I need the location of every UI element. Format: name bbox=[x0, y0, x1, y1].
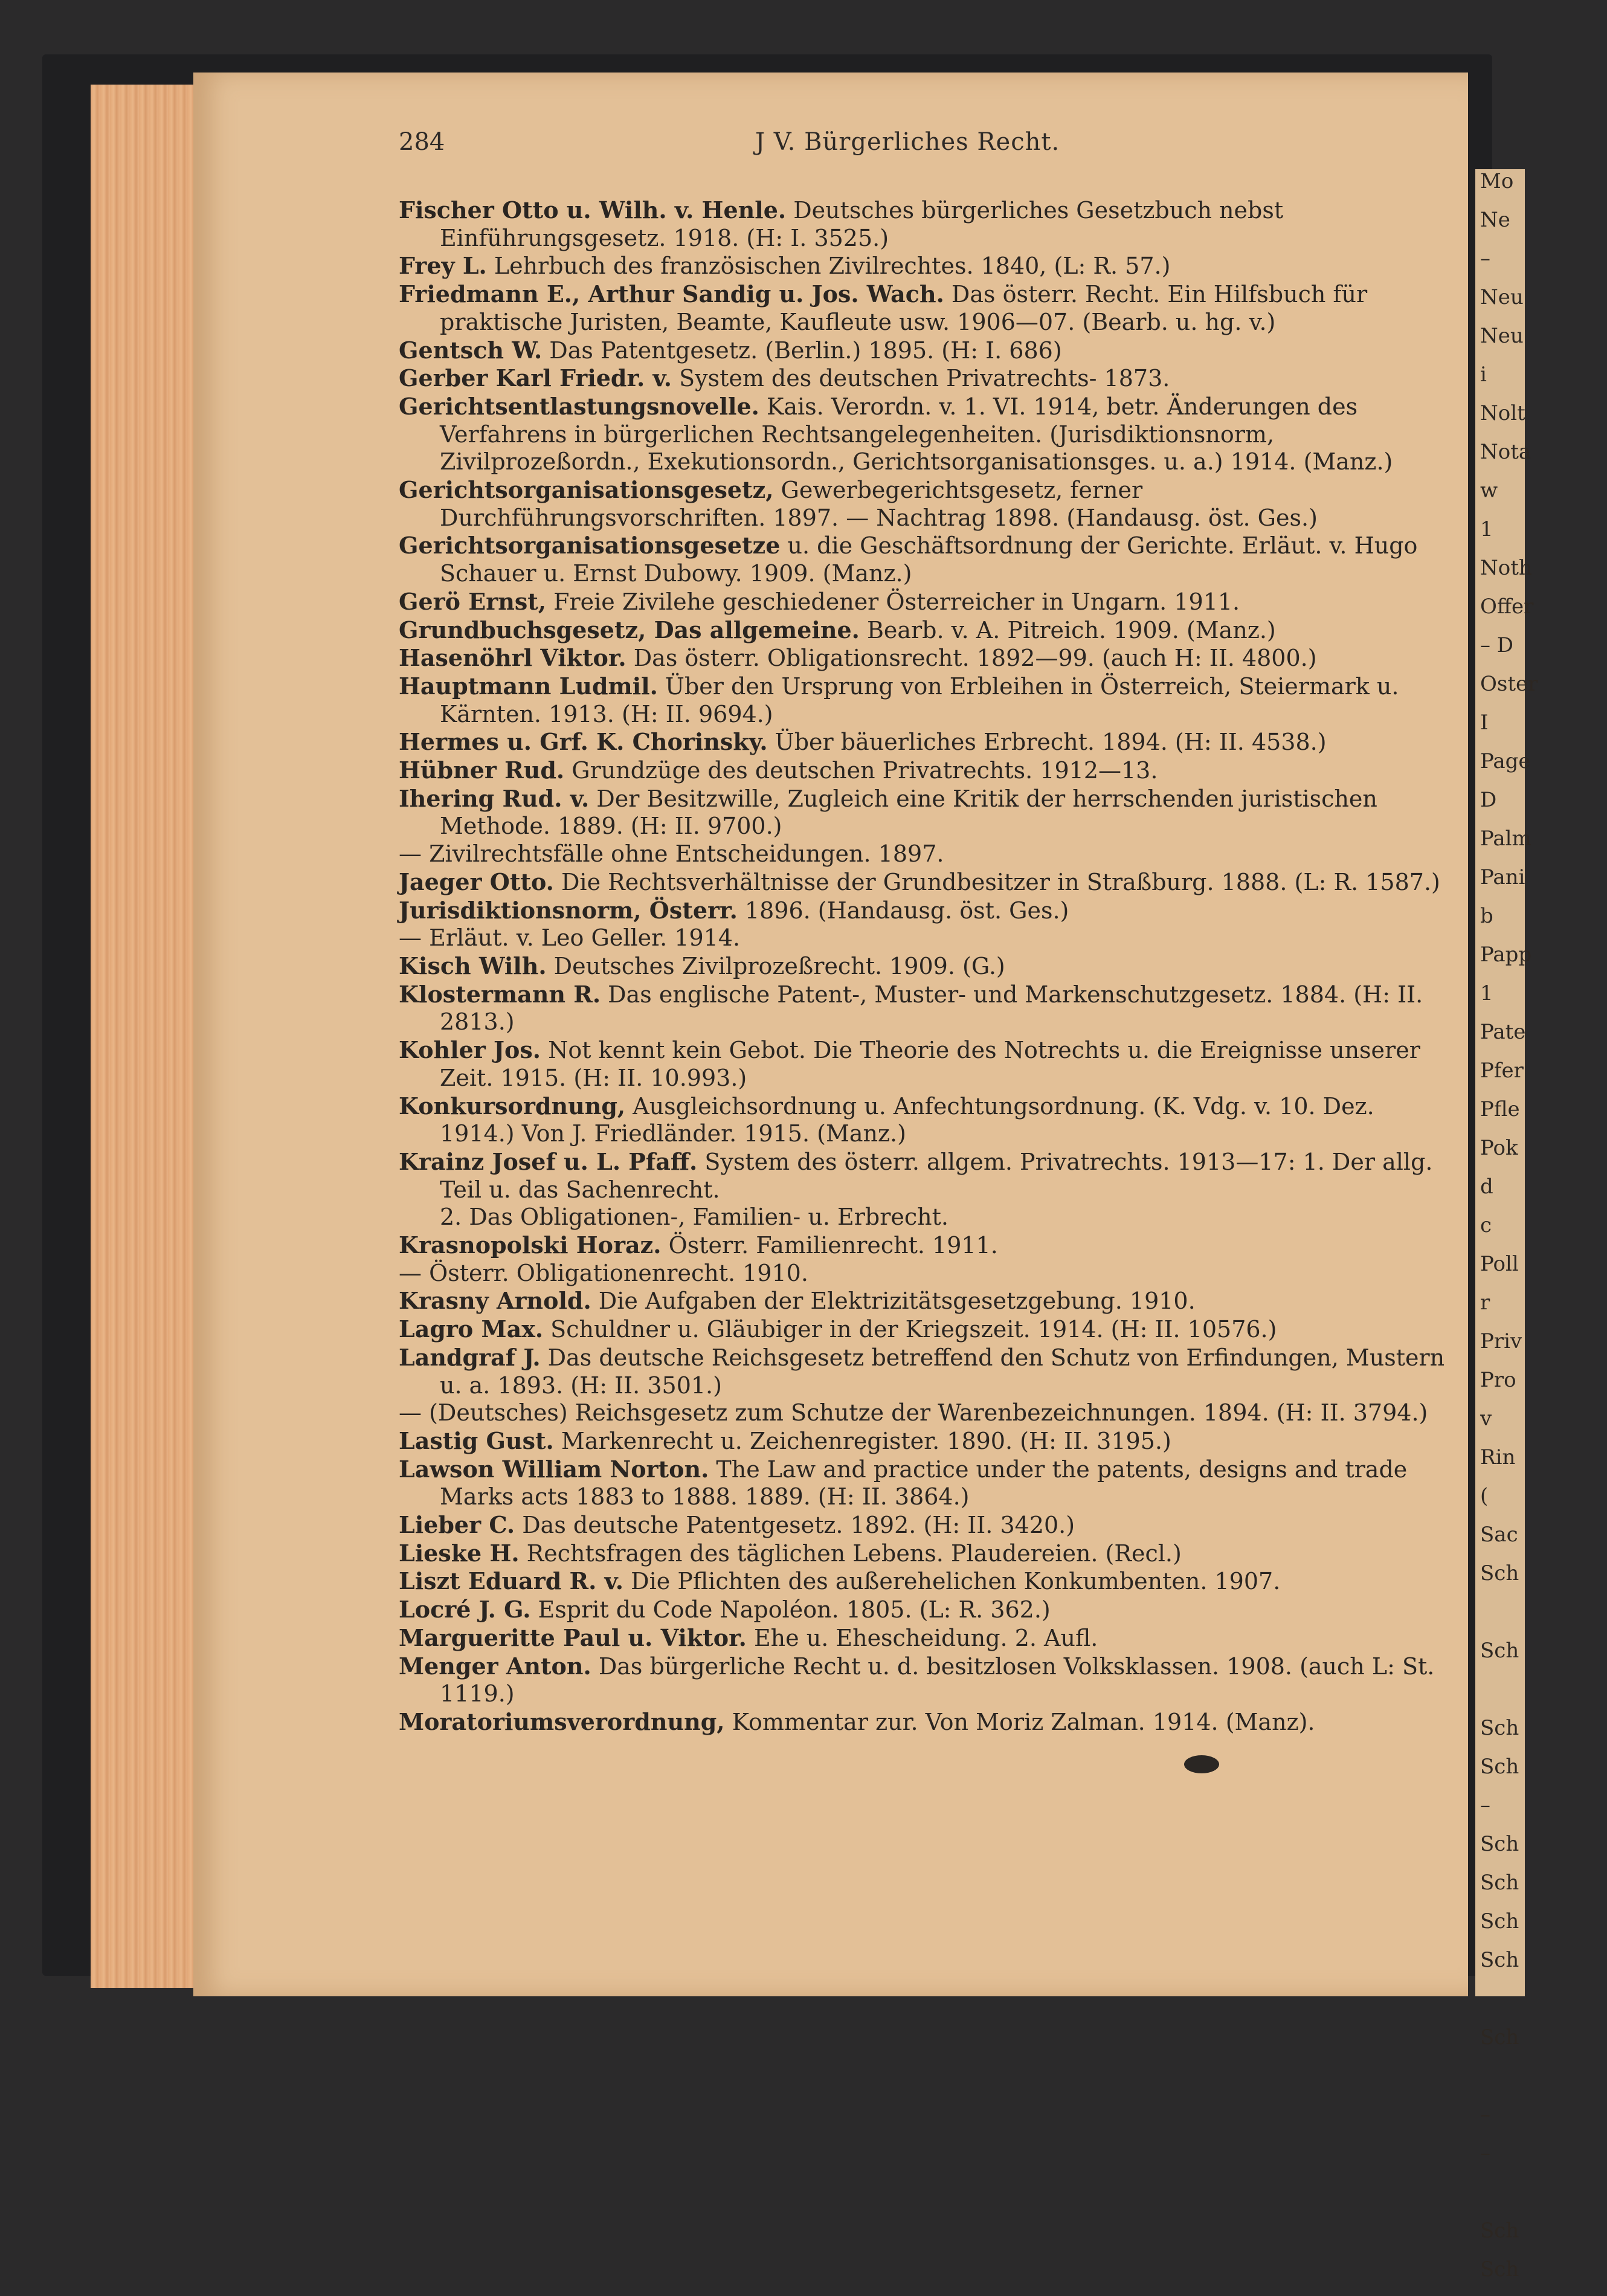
margin-fragment bbox=[1475, 1600, 1525, 1639]
entry-author: Frey L. bbox=[399, 252, 487, 280]
margin-fragment: w bbox=[1480, 479, 1498, 503]
entry-text: u. die Geschäftsordnung der Gerichte. Erläut. v. Hugo Schauer u. Ernst Dubowy. 1909. (Manz.) bbox=[440, 532, 1418, 587]
margin-fragment: Nota bbox=[1480, 440, 1531, 464]
bibliography-entry bbox=[399, 1511, 1450, 1540]
entry-text: Lehrbuch des französischen Zivilrechtes. 1840, (L: R. 57.) bbox=[486, 253, 1171, 280]
entry-author: Friedmann E., Arthur Sandig u. Jos. Wach. bbox=[399, 280, 944, 308]
entry-text: Kais. Verordn. v. 1. VI. 1914, betr. Änderungen des Verfahrens in bürgerlichen Rechtsangelegenheiten. (Jurisdiktionsnorm, Zivilprozeßordn., Exekutionsordn., Gerichtsorganisationsges. u. a.) 1914. (Manz.) bbox=[440, 393, 1393, 476]
bibliography-entry bbox=[399, 644, 1450, 672]
entry-text: System des deutschen Privatrechts- 1873. bbox=[671, 365, 1170, 392]
margin-fragment: I bbox=[1480, 711, 1489, 735]
entry-text: Markenrecht u. Zeichenregister. 1890. (H: II. 3195.) bbox=[553, 1427, 1171, 1454]
bibliography-entry bbox=[399, 1231, 1450, 1260]
bibliography-entry bbox=[399, 1092, 1450, 1148]
entry-text: Der Besitzwille, Zugleich eine Kritik der herrschenden juristischen Methode. 1889. (H: II. 9700.) bbox=[440, 785, 1377, 840]
bibliography-entry bbox=[399, 1567, 1450, 1596]
bibliography-entry bbox=[399, 785, 1450, 840]
margin-fragment: Palm bbox=[1480, 827, 1531, 851]
entry-text: Ehe u. Ehescheidung. 2. Aufl. bbox=[746, 1624, 1098, 1651]
entry-author: Fischer Otto u. Wilh. v. Henle. bbox=[399, 196, 787, 224]
entry-author: Kohler Jos. bbox=[399, 1036, 541, 1064]
margin-fragment: Papp bbox=[1480, 943, 1532, 967]
margin-fragment: Sch bbox=[1480, 1832, 1519, 1856]
margin-fragment bbox=[1475, 1987, 1525, 2025]
entry-text: Gewerbegerichtsgesetz, ferner Durchführungsvorschriften. 1897. — Nachtrag 1898. (Handausg. öst. Ges.) bbox=[440, 477, 1318, 531]
entry-text: Das deutsche Reichsgesetz betreffend den Schutz von Erfindungen, Mustern u. a. 1893. (H: II. 3501.) bbox=[440, 1344, 1445, 1399]
margin-fragment: Sch bbox=[1480, 1755, 1519, 1779]
entry-author: Lastig Gust. bbox=[399, 1427, 554, 1454]
bibliography-entry bbox=[399, 616, 1450, 645]
entry-author: Hermes u. Grf. K. Chorinsky. bbox=[399, 728, 768, 756]
margin-fragment: Sch bbox=[1480, 1948, 1519, 1972]
entry-text: Das österr. Recht. Ein Hilfsbuch für praktische Juristen, Beamte, Kaufleute usw. 1906—07. (Bearb. u. hg. v.) bbox=[440, 281, 1368, 335]
bibliography-entry bbox=[399, 1036, 1450, 1092]
bibliography-entry bbox=[399, 393, 1450, 476]
entry-text: — Zivilrechtsfälle ohne Entscheidungen. 1897. bbox=[399, 840, 944, 868]
entry-text: Deutsches bürgerliches Gesetzbuch nebst Einführungsgesetz. 1918. (H: I. 3525.) bbox=[440, 197, 1284, 251]
margin-fragment: Pfer bbox=[1480, 1059, 1524, 1083]
bibliography-entry bbox=[399, 476, 1450, 532]
entry-author: Hasenöhrl Viktor. bbox=[399, 644, 626, 672]
entry-text: Rechtsfragen des täglichen Lebens. Plaudereien. (Recl.) bbox=[519, 1540, 1182, 1567]
bibliography-entry bbox=[399, 196, 1450, 252]
entry-text: The Law and practice under the patents, designs and trade Marks acts 1883 to 1888. 1889. (H: II. 3864.) bbox=[440, 1456, 1408, 1511]
margin-fragment: 1 bbox=[1480, 517, 1493, 541]
entry-author: Krasnopolski Horaz. bbox=[399, 1231, 662, 1259]
bibliography-list bbox=[399, 196, 1450, 1737]
entry-text: Die Aufgaben der Elektrizitätsgesetzgebung. 1910. bbox=[591, 1288, 1196, 1315]
entry-text: 2. Das Obligationen-, Familien- u. Erbrecht. bbox=[440, 1204, 948, 1231]
margin-fragment: b bbox=[1480, 904, 1493, 928]
entry-text: Die Rechtsverhältnisse der Grundbesitzer in Straßburg. 1888. (L: R. 1587.) bbox=[553, 868, 1440, 895]
entry-text: — Erläut. v. Leo Geller. 1914. bbox=[399, 924, 741, 952]
entry-text: Freie Zivilehe geschiedener Österreicher in Ungarn. 1911. bbox=[546, 588, 1240, 615]
entry-author: Gerö Ernst, bbox=[399, 587, 547, 615]
margin-fragment: Sch bbox=[1480, 2257, 1519, 2281]
margin-fragment: Mo bbox=[1480, 169, 1514, 193]
entry-text: System des österr. allgem. Privatrechts. 1913—17: 1. Der allg. Teil u. das Sachenrecht. bbox=[440, 1148, 1433, 1203]
bibliography-entry bbox=[399, 1540, 1450, 1568]
bibliography-entry bbox=[399, 280, 1450, 336]
margin-fragment: i bbox=[1480, 363, 1487, 387]
bibliography-entry bbox=[399, 1148, 1450, 1204]
bibliography-entry bbox=[399, 868, 1450, 897]
entry-text: Schuldner u. Gläubiger in der Kriegszeit. 1914. (H: II. 10576.) bbox=[543, 1316, 1277, 1343]
next-page-margin bbox=[1475, 169, 1538, 2281]
margin-fragment: Rin bbox=[1480, 1445, 1516, 1469]
margin-fragment: – bbox=[1480, 2103, 1490, 2127]
entry-author: Gerichtsorganisationsgesetze bbox=[399, 532, 781, 559]
margin-fragment: Nolt bbox=[1480, 401, 1525, 425]
margin-fragment: Pfle bbox=[1480, 1097, 1520, 1121]
margin-fragment: Pate bbox=[1480, 1020, 1526, 1044]
margin-fragment: r bbox=[1480, 1291, 1490, 1315]
entry-author: Locré J. G. bbox=[399, 1596, 531, 1624]
entry-author: Jurisdiktionsnorm, Österr. bbox=[399, 896, 738, 924]
entry-author: Klostermann R. bbox=[399, 980, 601, 1008]
margin-fragment: Sch bbox=[1480, 1561, 1519, 1585]
bibliography-entry bbox=[399, 728, 1450, 756]
margin-fragment: Oster bbox=[1480, 672, 1538, 696]
margin-fragment: Pani bbox=[1480, 865, 1525, 889]
margin-fragment: Neu bbox=[1480, 324, 1524, 348]
page-number: 284 bbox=[399, 128, 445, 156]
entry-author: Hübner Rud. bbox=[399, 756, 565, 784]
margin-fragment bbox=[1475, 1677, 1525, 1716]
entry-author: Grundbuchsgesetz, Das allgemeine. bbox=[399, 616, 860, 643]
entry-author: Moratoriumsverordnung, bbox=[399, 1707, 725, 1735]
entry-author: Landgraf J. bbox=[399, 1343, 541, 1371]
entry-text: Not kennt kein Gebot. Die Theorie des Notrechts u. die Ereignisse unserer Zeit. 1915. (H: II. 10.993.) bbox=[440, 1037, 1420, 1091]
margin-fragment: Noth bbox=[1480, 556, 1532, 580]
ink-blot bbox=[1184, 1755, 1219, 1773]
entry-text: Das bürgerliche Recht u. d. besitzlosen Volksklassen. 1908. (auch L: St. 1119.) bbox=[440, 1653, 1435, 1707]
entry-author: Krainz Josef u. L. Pfaff. bbox=[399, 1147, 698, 1175]
margin-fragment: Sch bbox=[1480, 1909, 1519, 1933]
bibliography-entry bbox=[399, 1344, 1450, 1399]
margin-fragment: Priv bbox=[1480, 1329, 1522, 1353]
margin-fragment: – bbox=[1480, 1793, 1490, 1817]
margin-fragment: Sch bbox=[1480, 1871, 1519, 1895]
entry-author: Menger Anton. bbox=[399, 1652, 591, 1680]
entry-text: Das Patentgesetz. (Berlin.) 1895. (H: I. 686) bbox=[542, 337, 1062, 364]
entry-author: Kisch Wilh. bbox=[399, 952, 547, 979]
entry-author: Ihering Rud. v. bbox=[399, 784, 590, 812]
margin-fragment: Neu bbox=[1480, 285, 1524, 309]
margin-fragment: Ne bbox=[1480, 208, 1510, 232]
bibliography-entry bbox=[399, 672, 1450, 728]
entry-author: Lieske H. bbox=[399, 1539, 520, 1567]
bibliography-entry bbox=[399, 1427, 1450, 1456]
bibliography-entry bbox=[399, 532, 1450, 587]
margin-fragment: Poll bbox=[1480, 1252, 1519, 1276]
margin-fragment: D bbox=[1480, 788, 1497, 812]
entry-author: Konkursordnung, bbox=[399, 1092, 626, 1120]
page-edges bbox=[91, 85, 205, 1988]
margin-fragment: Sac bbox=[1480, 1523, 1518, 1547]
bibliography-entry bbox=[399, 1708, 1450, 1737]
entry-author: Gerber Karl Friedr. v. bbox=[399, 364, 672, 392]
margin-fragment: c bbox=[1480, 1213, 1492, 1237]
bibliography-entry bbox=[399, 1653, 1450, 1708]
bibliography-entry bbox=[399, 1287, 1450, 1315]
entry-text: — Österr. Obligationenrecht. 1910. bbox=[399, 1259, 808, 1286]
entry-text: Kommentar zur. Von Moriz Zalman. 1914. (Manz). bbox=[724, 1708, 1315, 1735]
bibliography-entry bbox=[399, 1315, 1450, 1344]
bibliography-entry bbox=[399, 364, 1450, 393]
bibliography-entry bbox=[399, 897, 1450, 925]
entry-author: Margueritte Paul u. Viktor. bbox=[399, 1624, 747, 1651]
bibliography-entry bbox=[399, 588, 1450, 616]
entry-author: Lieber C. bbox=[399, 1511, 515, 1539]
entry-text: Über den Ursprung von Erbleihen in Österreich, Steiermark u. Kärnten. 1913. (H: II. 9694.) bbox=[440, 672, 1399, 727]
entry-text: Bearb. v. A. Pitreich. 1909. (Manz.) bbox=[859, 616, 1276, 643]
margin-fragment: Pro bbox=[1480, 1368, 1516, 1392]
margin-fragment: Offer bbox=[1480, 595, 1534, 619]
margin-fragment: Pok bbox=[1480, 1136, 1518, 1160]
margin-fragment: Sch bbox=[1480, 2219, 1519, 2243]
bibliography-entry bbox=[399, 756, 1450, 785]
entry-text: Die Pflichten des außerehelichen Konkumbenten. 1907. bbox=[623, 1568, 1281, 1595]
bibliography-entry bbox=[399, 1596, 1450, 1624]
margin-fragment: v bbox=[1480, 1407, 1492, 1431]
entry-text: Über bäuerliches Erbrecht. 1894. (H: II. 4538.) bbox=[767, 729, 1327, 756]
entry-text: Esprit du Code Napoléon. 1805. (L: R. 362.) bbox=[530, 1596, 1051, 1624]
margin-fragment: Sch bbox=[1480, 2025, 1519, 2049]
margin-fragment bbox=[1475, 2180, 1525, 2219]
margin-fragment bbox=[1475, 2064, 1525, 2103]
entry-text: Das österr. Obligationsrecht. 1892—99. (auch H: II. 4800.) bbox=[626, 645, 1317, 672]
bibliography-entry bbox=[399, 1399, 1450, 1427]
margin-fragment: ( bbox=[1480, 1484, 1489, 1508]
margin-fragment: d bbox=[1480, 1175, 1493, 1199]
entry-author: Lagro Max. bbox=[399, 1315, 544, 1343]
entry-text: Deutsches Zivilprozeßrecht. 1909. (G.) bbox=[546, 952, 1005, 979]
entry-text: Ausgleichsordnung u. Anfechtungsordnung. (K. Vdg. v. 10. Dez. 1914.) Von J. Friedländer. 1915. (Manz.) bbox=[440, 1092, 1374, 1147]
entry-text: Das englische Patent-, Muster- und Markenschutzgesetz. 1884. (H: II. 2813.) bbox=[440, 981, 1423, 1036]
entry-text: Grundzüge des deutschen Privatrechts. 1912—13. bbox=[564, 757, 1158, 784]
bibliography-entry bbox=[399, 252, 1450, 280]
margin-fragment: – bbox=[1480, 2141, 1490, 2165]
margin-fragment: 1 bbox=[1480, 981, 1493, 1005]
entry-author: Jaeger Otto. bbox=[399, 868, 554, 895]
entry-author: Liszt Eduard R. v. bbox=[399, 1567, 624, 1595]
entry-author: Gerichtsorganisationsgesetz, bbox=[399, 476, 774, 504]
margin-fragment: – D bbox=[1480, 633, 1514, 657]
bibliography-entry bbox=[399, 924, 1450, 952]
entry-author: Gentsch W. bbox=[399, 336, 543, 364]
margin-fragment: – bbox=[1480, 247, 1490, 271]
bibliography-entry bbox=[399, 1260, 1450, 1288]
entry-author: Lawson William Norton. bbox=[399, 1455, 709, 1483]
entry-text: Das deutsche Patentgesetz. 1892. (H: II. 3420.) bbox=[515, 1512, 1075, 1539]
bibliography-entry bbox=[399, 1204, 1450, 1231]
bibliography-entry bbox=[399, 1624, 1450, 1653]
bibliography-entry bbox=[399, 840, 1450, 868]
entry-author: Hauptmann Ludmil. bbox=[399, 672, 658, 700]
running-title: J V. Bürgerliches Recht. bbox=[755, 128, 1060, 156]
bibliography-entry bbox=[399, 952, 1450, 981]
margin-fragment: Page bbox=[1480, 749, 1531, 773]
entry-author: Gerichtsentlastungsnovelle. bbox=[399, 392, 759, 420]
bibliography-entry bbox=[399, 337, 1450, 365]
entry-author: Krasny Arnold. bbox=[399, 1287, 591, 1315]
bibliography-entry bbox=[399, 1456, 1450, 1511]
entry-text: 1896. (Handausg. öst. Ges.) bbox=[737, 897, 1069, 924]
entry-text: — (Deutsches) Reichsgesetz zum Schutze der Warenbezeichnungen. 1894. (H: II. 3794.) bbox=[399, 1399, 1428, 1427]
entry-text: Österr. Familienrecht. 1911. bbox=[661, 1232, 998, 1259]
margin-fragment: Sch bbox=[1480, 1639, 1519, 1663]
bibliography-entry bbox=[399, 981, 1450, 1036]
margin-fragment: Sch bbox=[1480, 1716, 1519, 1740]
